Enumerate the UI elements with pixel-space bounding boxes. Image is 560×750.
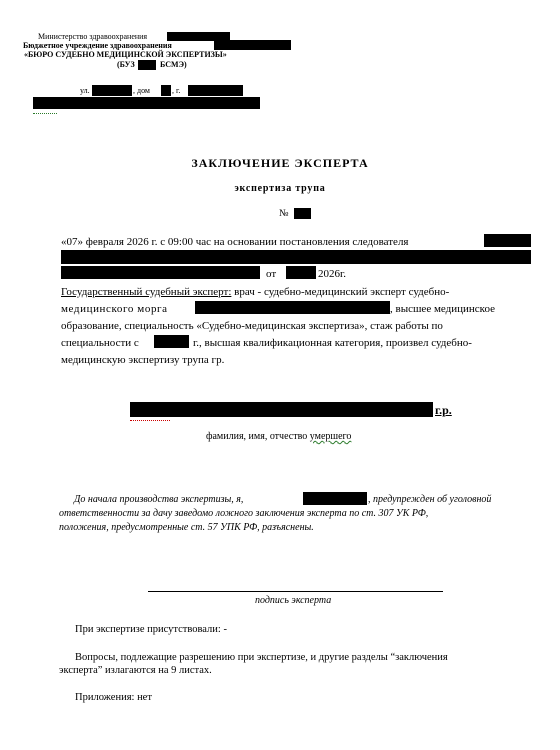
body-line-4 <box>61 285 531 300</box>
house-label: , дом <box>133 86 150 95</box>
redaction <box>61 266 260 279</box>
document-title: ЗАКЛЮЧЕНИЕ ЭКСПЕРТА <box>191 156 369 170</box>
spellcheck-mark <box>130 417 170 421</box>
body-line-8 <box>61 353 531 368</box>
education-text: , высшее медицинское <box>390 303 495 315</box>
birth-year-label: г.р. <box>435 403 452 417</box>
address-street-label <box>80 86 90 96</box>
redaction <box>484 234 531 247</box>
caption-text: фамилия, имя, отчество <box>206 431 310 442</box>
warning-line-2 <box>59 507 529 521</box>
attachments-line <box>75 690 545 705</box>
body-line-1-text: «07» февраля 2026 г. с 09:00 час на основании постановления следователя <box>61 236 409 248</box>
abbr-right: БСМЭ) <box>160 60 187 69</box>
morgue-label: медицинского морга <box>61 303 168 315</box>
deceased-caption <box>206 431 351 442</box>
redaction <box>61 250 531 264</box>
body-line-3-ot <box>266 267 276 282</box>
specialty-text: образование, специальность «Судебно-медицинская экспертиза», стаж работы по <box>61 320 443 332</box>
questions-sheets: эксперта” излагаются на 9 листах. <box>59 665 212 676</box>
present-text: При экспертизе присутствовали: - <box>75 624 227 635</box>
institution-text: Бюджетное учреждение здравоохранения <box>23 41 172 50</box>
redaction <box>214 40 291 50</box>
redaction <box>303 492 367 505</box>
redaction <box>92 85 132 96</box>
questions-line-1 <box>75 651 545 664</box>
warning-line-3 <box>59 521 529 535</box>
body-line-6 <box>61 319 531 334</box>
questions-line-2 <box>59 664 529 677</box>
body-line-3-year <box>318 267 346 282</box>
document-subtitle: экспертиза трупа <box>234 183 326 194</box>
redaction <box>188 85 243 96</box>
body-line-5-end <box>390 302 495 317</box>
bureau-name <box>24 50 227 60</box>
redaction <box>138 60 156 70</box>
redaction <box>154 335 189 348</box>
redaction <box>33 97 260 109</box>
address-house-label <box>133 86 150 96</box>
bureau-abbr-right <box>160 60 187 70</box>
redaction <box>161 85 171 96</box>
present-line <box>75 622 545 637</box>
spellcheck-mark <box>33 110 57 114</box>
ministry-text: Министерство здравоохранения <box>38 32 148 41</box>
caption-deceased: умершего <box>309 431 352 442</box>
street-label: ул. <box>80 86 90 95</box>
redaction <box>294 208 311 219</box>
warning-articles: положения, предусмотренные ст. 57 УПК РФ, разъяснены. <box>59 522 314 533</box>
bureau-text: «БЮРО СУДЕБНО МЕДИЦИНСКОЙ ЭКСПЕРТИЗЫ» <box>24 50 227 59</box>
city-label: , г. <box>172 86 181 95</box>
bureau-abbr <box>117 60 135 70</box>
warning-warned: , предупрежден об уголовной <box>368 494 492 505</box>
expert-label: Государственный судебный эксперт: <box>61 286 232 298</box>
document-number-label: № <box>279 208 289 219</box>
warning-line-1-end <box>368 493 491 507</box>
ot-text: от <box>266 268 277 280</box>
experience-label: специальности с <box>61 337 139 349</box>
warning-liability: ответственности за дачу заведомо ложного заключения эксперта по ст. 307 УК РФ, <box>59 508 429 519</box>
questions-text: Вопросы, подлежащие разрешению при экспертизе, и другие разделы “заключения <box>75 652 448 663</box>
qualification-text: г., высшая квалификационная категория, произвел судебно- <box>193 337 472 349</box>
examination-text: медицинскую экспертизу трупа гр. <box>61 354 225 366</box>
redaction <box>286 266 316 279</box>
body-line-7-end <box>193 336 472 351</box>
address-city-label <box>172 86 180 96</box>
year-text: 2026г. <box>318 268 347 280</box>
signature-line <box>148 591 443 592</box>
abbr-left: (БУЗ <box>117 60 135 69</box>
expert-role: врач - судебно-медицинский эксперт судебно- <box>231 286 450 298</box>
signature-caption: подпись эксперта <box>255 595 332 606</box>
body-line-1 <box>61 235 531 250</box>
attachments-text: Приложения: нет <box>75 692 152 703</box>
redaction <box>195 301 390 314</box>
redaction <box>130 402 433 417</box>
warning-start: До начала производства экспертизы, я, <box>74 494 244 505</box>
